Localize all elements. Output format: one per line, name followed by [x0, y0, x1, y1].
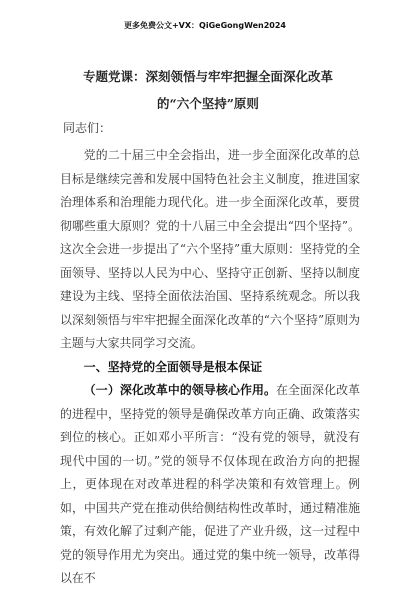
document-title: 专题党课：深刻领悟与牢牢把握全面深化改革的“六个坚持”原则	[82, 69, 333, 111]
page-header: 更多免费公文+VX：QiGeGongWen2024	[123, 21, 286, 30]
subsection-text: 在全面深化改革的进程中，坚持党的领导是确保改革方向正确、政策落实到位的核心。正如邓小平所言：“没有党的领导，就没有现代中国的一切。”党的领导不仅体现在政治方向的把握上，更体现在对改革进程的科学决策和有效管理上。例如，中国共产党在推动供给侧结构性改革时，通过精准施策，有效化解了过剩产能，促进了产业升级，这一过程中党的领导作用尤为突出。通过党的集中统一领导，改革得以在不	[60, 383, 360, 585]
salutation: 同志们：	[63, 121, 112, 135]
subsection-paragraph	[60, 379, 360, 591]
document-body	[60, 144, 360, 591]
intro-paragraph: 党的二十届三中全会指出，进一步全面深化改革的总目标是继续完善和发展中国特色社会主义制度，推进国家治理体系和治理能力现代化。进一步全面深化改革，要贯彻哪些重大原则？党的十八届三中全会提出“四个坚持”。这次全会进一步提出了“六个坚持”重大原则：坚持党的全面领导、坚持以人民为中心、坚持守正创新、坚持以制度建设为主线、坚持全面依法治国、坚持系统观念。所以我以深刻领悟与牢牢把握全面深化改革的“六个坚持”原则为主题与大家共同学习交流。	[60, 148, 360, 350]
subsection-heading: （一）深化改革中的领导核心作用。	[83, 383, 277, 397]
section-heading: 一、坚持党的全面领导是根本保证	[83, 359, 263, 374]
